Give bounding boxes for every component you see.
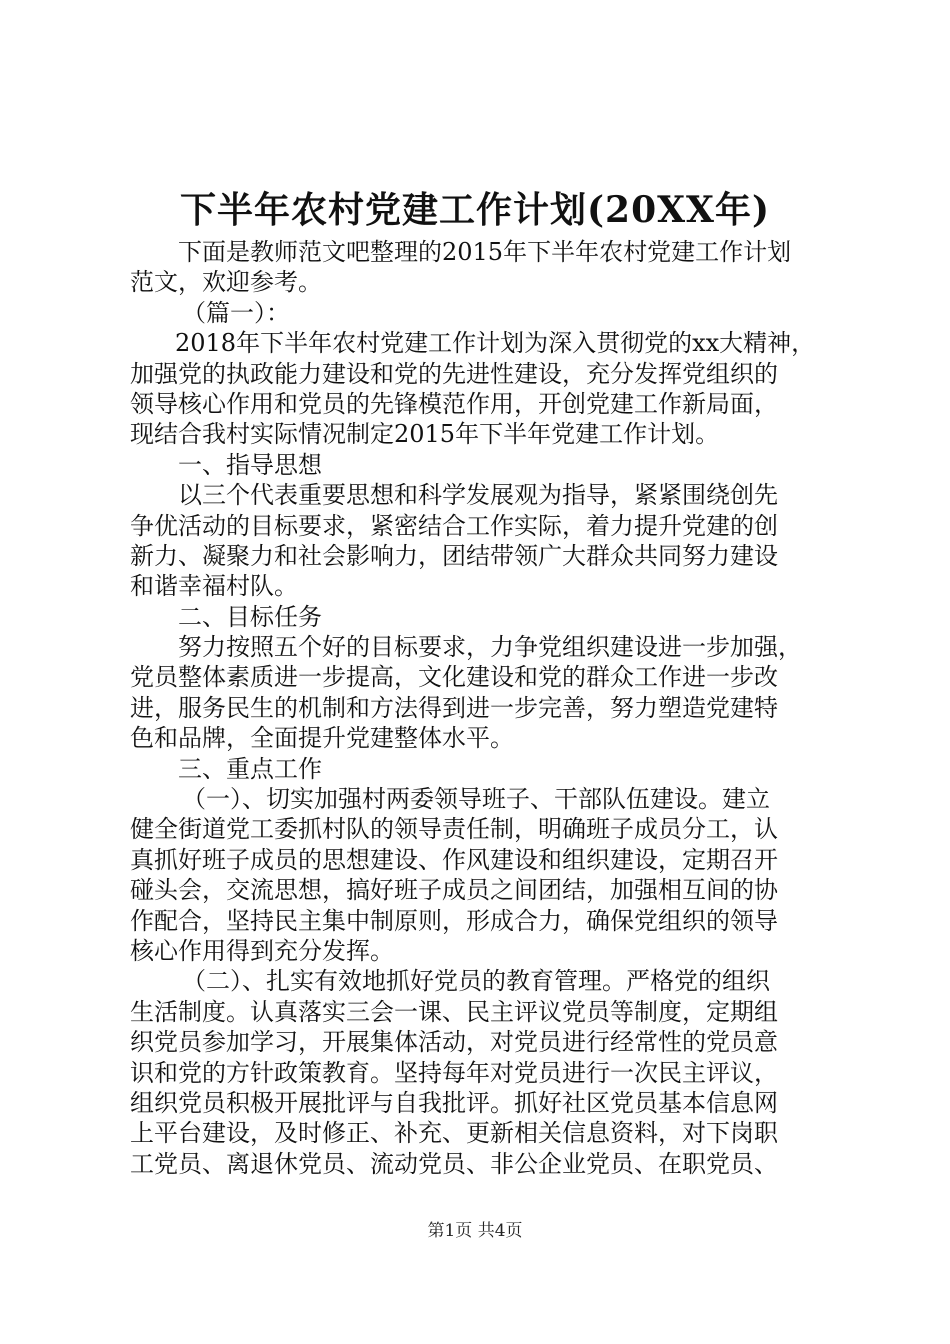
section-heading: 二、目标任务 <box>178 602 322 631</box>
body-line: 进，服务民生的机制和方法得到进一步完善，努力塑造党建特 <box>130 693 778 722</box>
body-line: 组织党员积极开展批评与自我批评。抓好社区党员基本信息网 <box>130 1088 778 1117</box>
page-footer: 第1页 共4页 <box>427 1221 523 1241</box>
body-line: 生活制度。认真落实三会一课、民主评议党员等制度，定期组 <box>130 997 778 1026</box>
body-line: 党员整体素质进一步提高，文化建设和党的群众工作进一步改 <box>130 663 778 692</box>
body-line: 以三个代表重要思想和科学发展观为指导，紧紧围绕创先 <box>178 481 778 510</box>
body-line: 现结合我村实际情况制定2015年下半年党建工作计划。 <box>130 420 720 449</box>
document-title: 下半年农村党建工作计划(20XX年) <box>179 189 771 231</box>
body-line: 努力按照五个好的目标要求，力争党组织建设进一步加强， <box>178 633 802 662</box>
body-line: 范文，欢迎参考。 <box>130 268 322 297</box>
body-line: 真抓好班子成员的思想建设、作风建设和组织建设，定期召开 <box>130 845 778 874</box>
body-line: （一）、切实加强村两委领导班子、干部队伍建设。建立 <box>182 785 770 814</box>
body-line: 争优活动的目标要求，紧密结合工作实际，着力提升党建的创 <box>130 511 778 540</box>
body-line: （二）、扎实有效地抓好党员的教育管理。严格党的组织 <box>182 967 770 996</box>
body-line: 工党员、离退休党员、流动党员、非公企业党员、在职党员、 <box>130 1149 778 1178</box>
body-line: 织党员参加学习，开展集体活动，对党员进行经常性的党员意 <box>130 1028 778 1057</box>
body-line: 识和党的方针政策教育。坚持每年对党员进行一次民主评议， <box>130 1058 778 1087</box>
section-heading: 一、指导思想 <box>178 450 322 479</box>
body-line: 作配合，坚持民主集中制原则，形成合力，确保党组织的领导 <box>130 906 778 935</box>
body-line: 新力、凝聚力和社会影响力，团结带领广大群众共同努力建设 <box>130 541 778 570</box>
body-line: 加强党的执政能力建设和党的先进性建设，充分发挥党组织的 <box>130 359 778 388</box>
body-line: 上平台建设，及时修正、补充、更新相关信息资料，对下岗职 <box>130 1119 778 1148</box>
body-line: 下面是教师范文吧整理的2015年下半年农村党建工作计划 <box>178 238 792 266</box>
body-line: 和谐幸福村队。 <box>130 572 298 601</box>
section-heading: 三、重点工作 <box>178 754 322 783</box>
body-line: （篇一）： <box>182 298 290 327</box>
document-body <box>130 237 832 1179</box>
body-line: 健全街道党工委抓村队的领导责任制，明确班子成员分工，认 <box>130 815 778 844</box>
body-line: 2018年下半年农村党建工作计划为深入贯彻党的xx大精神， <box>175 329 816 358</box>
body-line: 领导核心作用和党员的先锋模范作用，开创党建工作新局面， <box>130 389 778 418</box>
body-line: 色和品牌，全面提升党建整体水平。 <box>130 724 514 753</box>
body-line: 核心作用得到充分发挥。 <box>130 936 394 965</box>
body-line: 碰头会，交流思想，搞好班子成员之间团结，加强相互间的协 <box>130 876 778 905</box>
